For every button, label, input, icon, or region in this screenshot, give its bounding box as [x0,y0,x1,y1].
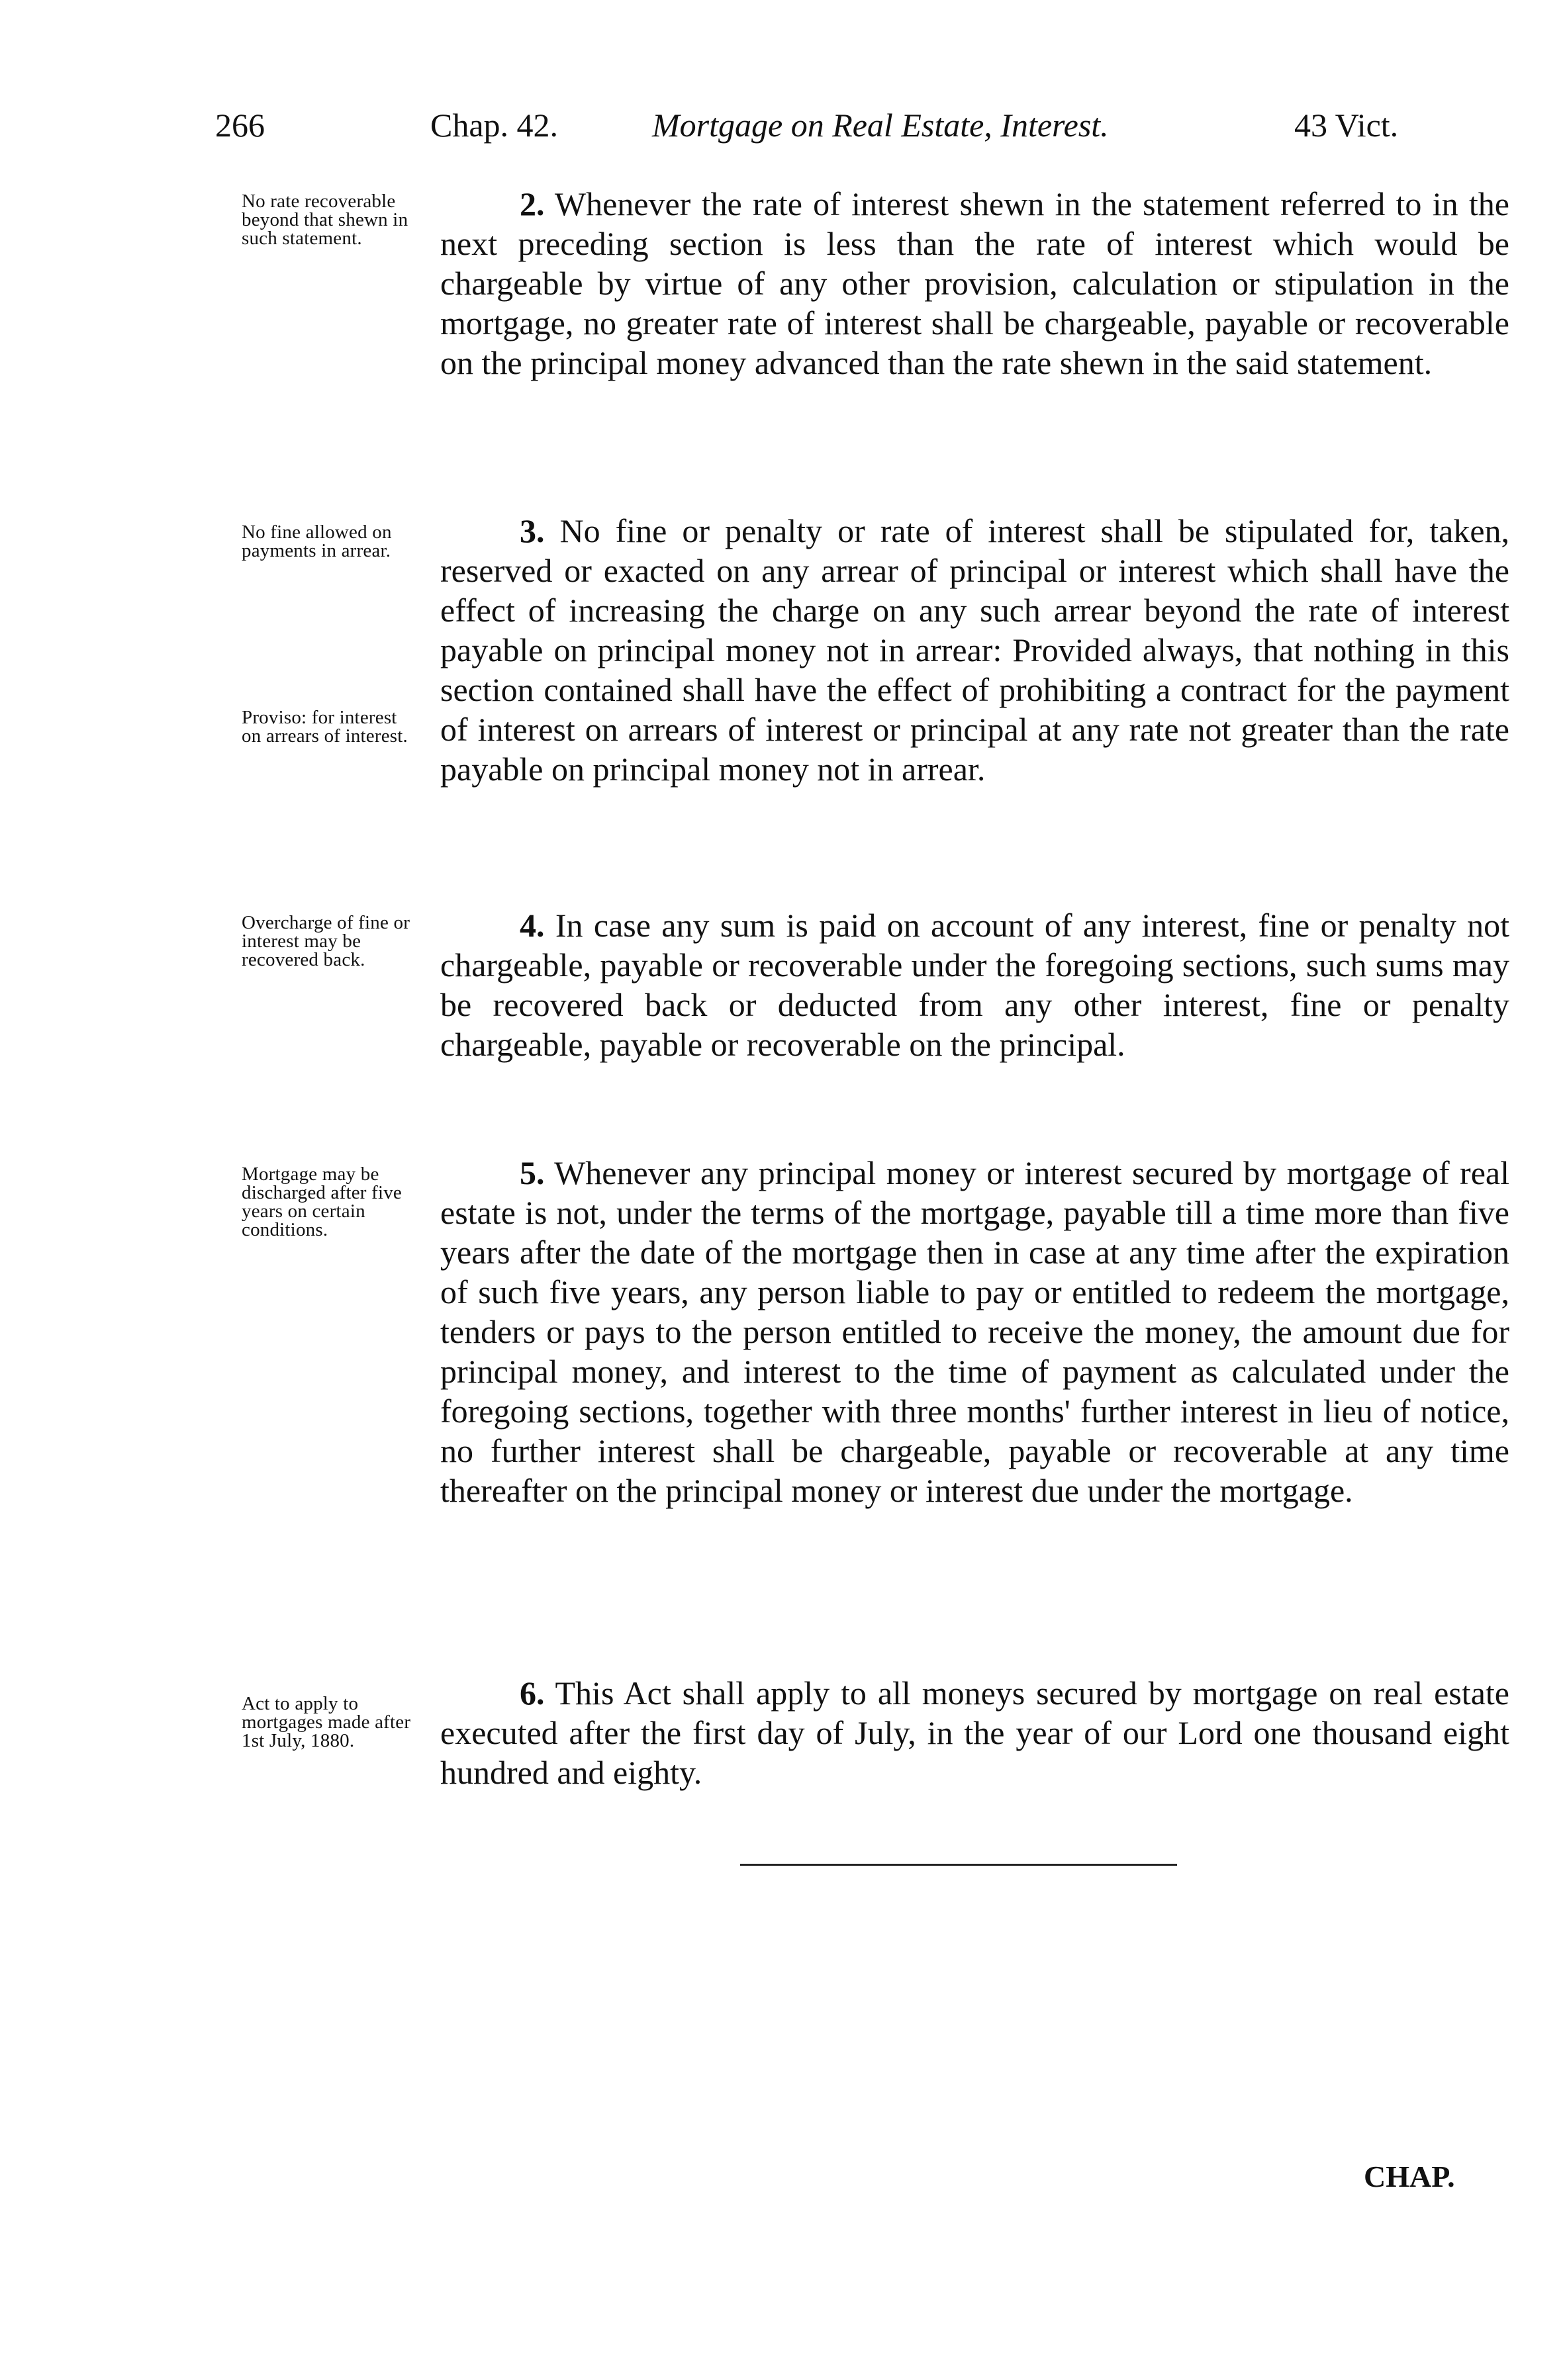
section-text: No fine or penalty or rate of interest shall be stipulated for, taken, reserved or exacted on any arrear of principal or interest which shall have the effect of increasing the charge on any such arrear beyond the rate of interest payable on principal money not in arrear: Provided always, that nothing in this section contained shall have the effect of prohibiting a contract for the payment of interest on arrears of interest or principal at any rate not greater than the rate payable on principal money not in arrear. [440,512,1510,788]
section-number: 4. [520,907,545,944]
margin-note-section-3: No fine allowed on payments in arrear. [242,522,392,561]
section-number: 3. [520,512,545,549]
end-rule [740,1864,1177,1866]
section-5-body [440,1153,1509,1510]
page-number: 266 [215,107,265,144]
margin-note-section-5: Mortgage may be discharged after five years on certain conditions. [242,1164,402,1240]
section-number: 6. [520,1674,545,1712]
section-text: In case any sum is paid on account of any interest, fine or penalty not chargeable, payable or recoverable under the foregoing sections, such sums may be recovered back or deducted from any other interest, fine or penalty chargeable, payable or recoverable on the principal. [440,907,1510,1063]
catchword: CHAP. [1364,2160,1455,2193]
section-text: This Act shall apply to all moneys secured by mortgage on real estate executed after the first day of July, in the year of our Lord one thousand eight hundred and eighty. [440,1674,1509,1791]
section-number: 2. [520,185,545,222]
margin-note-section-4: Overcharge of fine or interest may be recovered back. [242,912,410,970]
section-text: Whenever any principal money or interest secured by mortgage of real estate is not, under the terms of the mortgage, payable till a time more than five years after the date of the mortgage then in case at any time after the expiration of such five years, any person liable to pay or entitled to redeem the mortgage, tenders or pays to the person entitled to receive the money, the amount due for principal money, and interest to the time of payment as calculated under the foregoing sections, together with three months' further interest in lieu of notice, no further interest shall be chargeable, payable or recoverable at any time thereafter on the principal money or interest due under the mortgage. [440,1154,1509,1509]
chapter-label: Chap. 42. [430,107,559,144]
margin-note-section-6: Act to apply to mortgages made after 1st July, 1880. [242,1693,411,1751]
margin-note-section-2: No rate recoverable beyond that shewn in such statement. [242,191,408,249]
section-4-body [440,905,1509,1064]
running-header [0,106,1565,159]
section-6-body [440,1673,1509,1792]
regnal-year: 43 Vict. [1294,107,1399,144]
section-number: 5. [520,1154,545,1191]
margin-note-proviso: Proviso: for interest on arrears of interest. [242,707,408,747]
section-2-body [440,184,1509,383]
section-3-body [440,511,1509,789]
section-text: Whenever the rate of interest shewn in the statement referred to in the next preceding section is less than the rate of interest which would be chargeable by virtue of any other provision, calculation or stipulation in the mortgage, no greater rate of interest shall be chargeable, payable or recoverable on the principal money advanced than the rate shewn in the said statement. [440,185,1509,381]
running-title: Mortgage on Real Estate, Interest. [652,107,1109,144]
